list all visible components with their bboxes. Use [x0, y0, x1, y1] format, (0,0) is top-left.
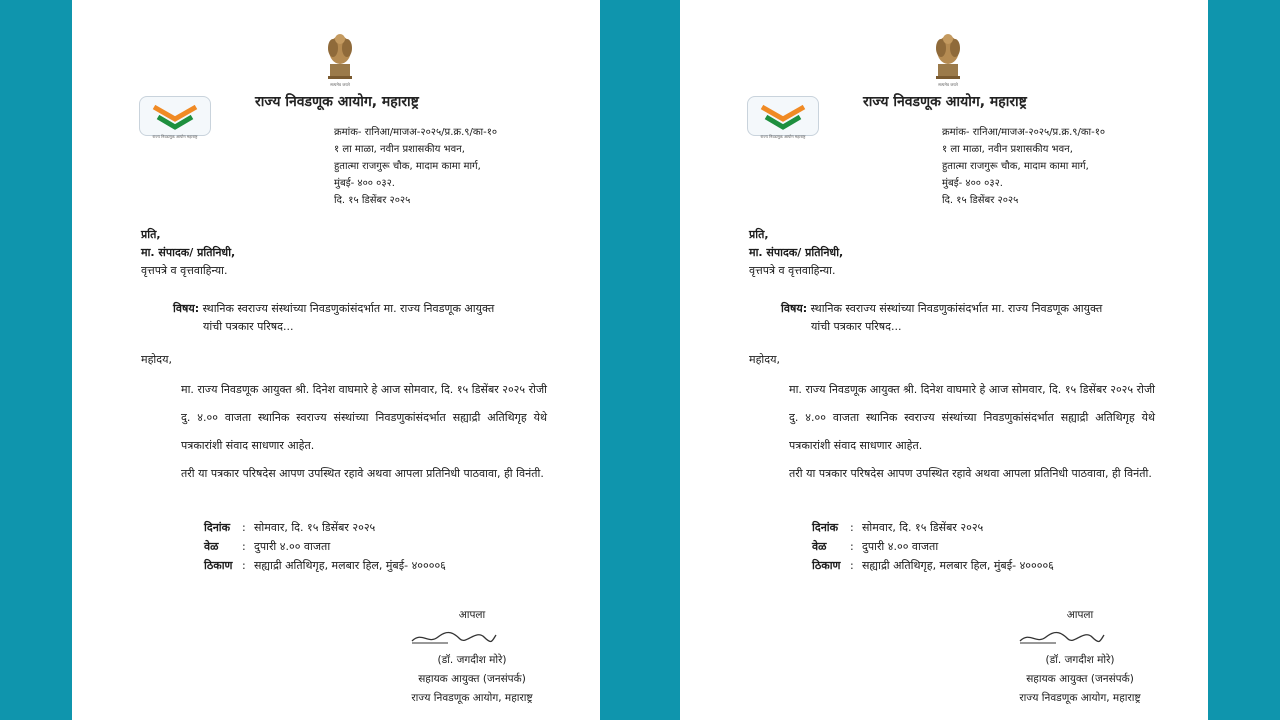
- subject-line1: स्थानिक स्वराज्य संस्थांच्या निवडणुकांसंदर्भात मा. राज्य निवडणूक आयुक्त: [810, 302, 1103, 315]
- signer-org: राज्य निवडणूक आयोग, महाराष्ट्र: [411, 692, 533, 704]
- recipient: मा. संपादक/ प्रतिनिधी,: [141, 246, 236, 259]
- signature-block: [980, 606, 1180, 708]
- detail-sep: :: [850, 521, 854, 534]
- subject-line2: यांची पत्रकार परिषद...: [203, 320, 294, 333]
- address-line: हुतात्मा राजगुरू चौक, मादाम कामा मार्ग,: [334, 161, 481, 172]
- org-title: राज्य निवडणूक आयोग, महाराष्ट्र: [863, 94, 1027, 110]
- detail-sep: :: [242, 540, 246, 553]
- detail-key: ठिकाण: [204, 559, 233, 572]
- org-title: राज्य निवडणूक आयोग, महाराष्ट्र: [255, 94, 419, 110]
- paragraph: तरी या पत्रकार परिषदेस आपण उपस्थित रहावे अथवा आपला प्रतिनिधी पाठवावा, ही विनंती.: [789, 467, 1152, 480]
- detail-value: दुपारी ४.०० वाजता: [254, 540, 331, 553]
- detail-key: वेळ: [812, 540, 827, 553]
- detail-key: दिनांक: [812, 521, 839, 534]
- detail-sep: :: [850, 540, 854, 553]
- recipient-org: वृत्तपत्रे व वृत्तवाहिन्या.: [141, 264, 228, 277]
- detail-value: सह्याद्री अतिथिगृह, मलबार हिल, मुंबई- ४००००६: [254, 559, 446, 572]
- salutation: महोदय,: [141, 353, 172, 366]
- detail-key: ठिकाण: [812, 559, 841, 572]
- detail-value: दुपारी ४.०० वाजता: [862, 540, 939, 553]
- address-line: मुंबई- ४०० ०३२.: [942, 178, 1003, 189]
- address-line: क्रमांक- रानिआ/माजअ-२०२५/प्र.क्र.९/का-१०: [334, 127, 498, 138]
- sec-logo-icon: [150, 101, 200, 131]
- salutation: महोदय,: [749, 353, 780, 366]
- detail-key: वेळ: [204, 540, 219, 553]
- letter-body: [749, 376, 1155, 488]
- recipient-org: वृत्तपत्रे व वृत्तवाहिन्या.: [749, 264, 836, 277]
- to-line: प्रति,: [141, 228, 161, 241]
- subject-line1: स्थानिक स्वराज्य संस्थांच्या निवडणुकांसंदर्भात मा. राज्य निवडणूक आयुक्त: [202, 302, 495, 315]
- address-line: क्रमांक- रानिआ/माजअ-२०२५/प्र.क्र.९/का-१०: [942, 127, 1106, 138]
- to-line: प्रति,: [749, 228, 769, 241]
- subject-label: विषय:: [173, 302, 200, 315]
- closing: आपला: [1066, 609, 1094, 621]
- logo-caption: राज्य निवडणूक आयोग महाराष्ट्र: [152, 134, 198, 139]
- letter-date: दि. १५ डिसेंबर २०२५: [942, 195, 1019, 206]
- signature-mark: [1016, 627, 1106, 647]
- detail-value: सोमवार, दि. १५ डिसेंबर २०२५: [862, 521, 984, 534]
- national-emblem-icon: [930, 30, 966, 88]
- signer-name: (डॉ. जगदीश मोरे): [1045, 654, 1115, 666]
- letter-date: दि. १५ डिसेंबर २०२५: [334, 195, 411, 206]
- address-block: [942, 124, 1105, 209]
- address-line: हुतात्मा राजगुरू चौक, मादाम कामा मार्ग,: [942, 161, 1089, 172]
- subject: [781, 300, 1181, 336]
- address-block: [334, 124, 497, 209]
- logo-caption: राज्य निवडणूक आयोग महाराष्ट्र: [760, 134, 806, 139]
- address-line: १ ला माळा, नवीन प्रशासकीय भवन,: [942, 144, 1073, 155]
- event-details: [812, 518, 1054, 575]
- event-details: [204, 518, 446, 575]
- address-line: १ ला माळा, नवीन प्रशासकीय भवन,: [334, 144, 465, 155]
- signer-title: सहायक आयुक्त (जनसंपर्क): [1026, 673, 1134, 685]
- paragraph: मा. राज्य निवडणूक आयुक्त श्री. दिनेश वाघमारे हे आज सोमवार, दि. १५ डिसेंबर २०२५ रोजी दु. ४.०० वाजता स्थानिक स्वराज्य संस्थांच्या निवडणुकांसंदर्भात सह्याद्री अतिथिगृह येथे पत्रकारांशी संवाद साधणार आहेत.: [789, 383, 1155, 452]
- signer-title: सहायक आयुक्त (जनसंपर्क): [418, 673, 526, 685]
- signer-name: (डॉ. जगदीश मोरे): [437, 654, 507, 666]
- detail-value: सोमवार, दि. १५ डिसेंबर २०२५: [254, 521, 376, 534]
- signature: [980, 625, 1180, 651]
- sec-logo: [747, 96, 819, 136]
- detail-sep: :: [242, 559, 246, 572]
- address-line: मुंबई- ४०० ०३२.: [334, 178, 395, 189]
- paragraph: मा. राज्य निवडणूक आयुक्त श्री. दिनेश वाघमारे हे आज सोमवार, दि. १५ डिसेंबर २०२५ रोजी दु. ४.०० वाजता स्थानिक स्वराज्य संस्थांच्या निवडणुकांसंदर्भात सह्याद्री अतिथिगृह येथे पत्रकारांशी संवाद साधणार आहेत.: [181, 383, 547, 452]
- recipient: मा. संपादक/ प्रतिनिधी,: [749, 246, 844, 259]
- signature: [372, 625, 572, 651]
- letter-page-left: [72, 0, 600, 720]
- subject: [173, 300, 573, 336]
- sec-logo-icon: [758, 101, 808, 131]
- closing: आपला: [458, 609, 486, 621]
- detail-key: दिनांक: [204, 521, 231, 534]
- recipient-block: [749, 226, 843, 280]
- letter-body: [141, 376, 547, 488]
- subject-line2: यांची पत्रकार परिषद...: [811, 320, 902, 333]
- detail-sep: :: [850, 559, 854, 572]
- emblem-caption: सत्यमेव जयते: [330, 82, 350, 87]
- recipient-block: [141, 226, 235, 280]
- subject-label: विषय:: [781, 302, 808, 315]
- paragraph: तरी या पत्रकार परिषदेस आपण उपस्थित रहावे अथवा आपला प्रतिनिधी पाठवावा, ही विनंती.: [181, 467, 544, 480]
- sec-logo: [139, 96, 211, 136]
- detail-value: सह्याद्री अतिथिगृह, मलबार हिल, मुंबई- ४००००६: [862, 559, 1054, 572]
- signer-org: राज्य निवडणूक आयोग, महाराष्ट्र: [1019, 692, 1141, 704]
- signature-block: [372, 606, 572, 708]
- signature-mark: [408, 627, 498, 647]
- detail-sep: :: [242, 521, 246, 534]
- letter-page-right: [680, 0, 1208, 720]
- emblem-caption: सत्यमेव जयते: [938, 82, 958, 87]
- national-emblem-icon: [322, 30, 358, 88]
